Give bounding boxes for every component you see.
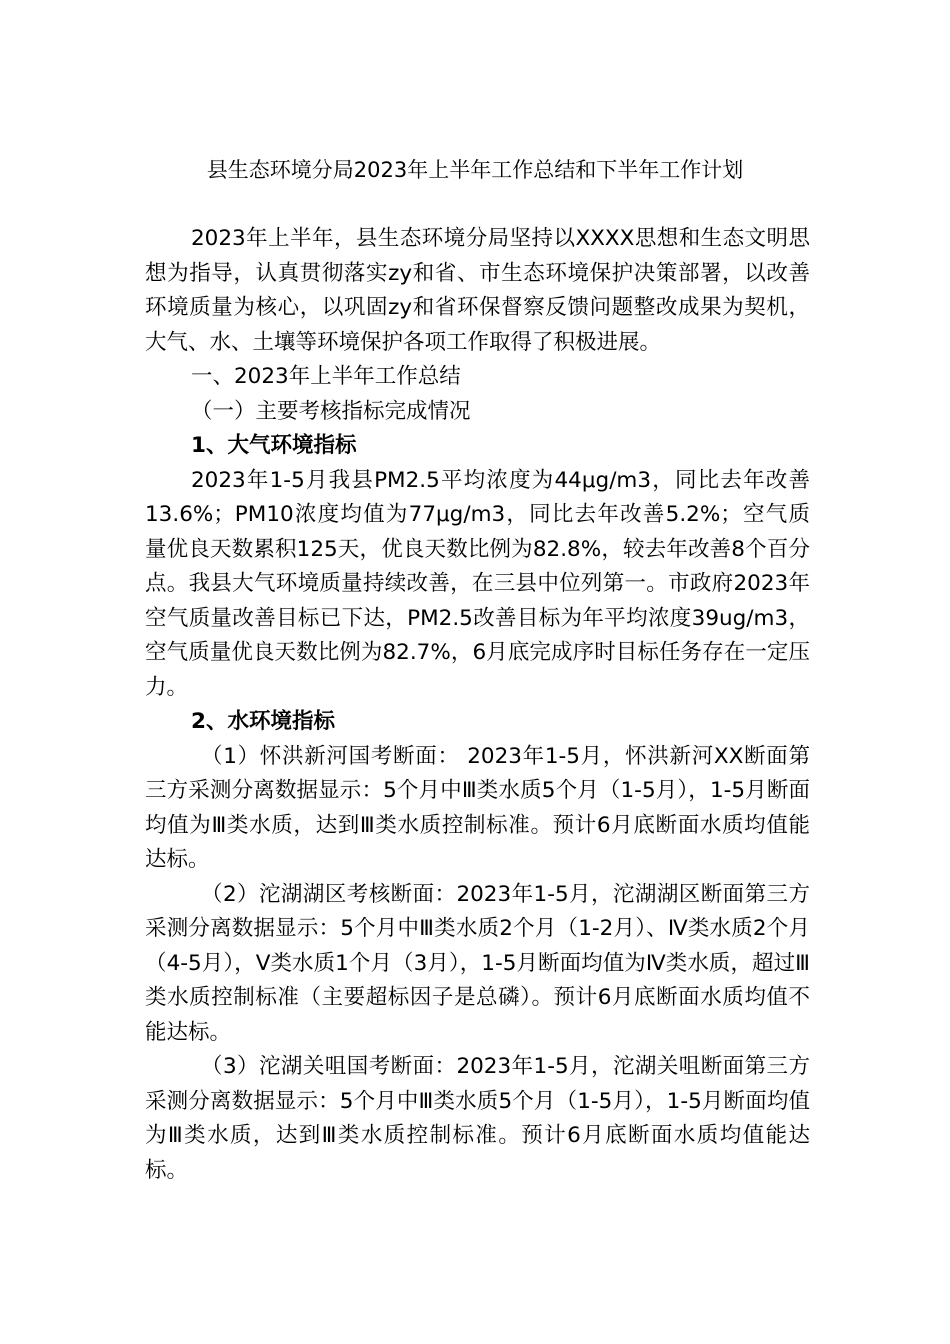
intro-paragraph: 2023年上半年，县生态环境分局坚持以XXXX思想和生态文明思想为指导，认真贯彻落实zy和省、市生态环境保护决策部署，以改善环境质量为核心，以巩固zy和省环保督察反馈问题整改成果为契机，大气、水、土壤等环境保护各项工作取得了积极进展。 (145, 226, 810, 355)
subsection-heading-1: （一）主要考核指标完成情况 (191, 398, 471, 424)
section-heading-1: 一、2023年上半年工作总结 (191, 364, 461, 389)
water-paragraph-2: （2）沱湖湖区考核断面：2023年1-5月，沱湖湖区断面第三方采测分离数据显示：5个月中Ⅲ类水质2个月（1-2月）、Ⅳ类水质2个月（4-5月），Ⅴ类水质1个月（3月），1-5月断面均值为Ⅳ类水质，超过Ⅲ类水质控制标准（主要超标因子是总磷）。预计6月底断面水质均值不能达标。 (145, 881, 810, 1045)
water-paragraph-1: （1）怀洪新河国考断面： 2023年1-5月，怀洪新河XX断面第三方采测分离数据显示：5个月中Ⅲ类水质5个月（1-5月），1-5月断面均值为Ⅲ类水质，达到Ⅲ类水质控制标准。预计6月底断面水质均值能达标。 (145, 743, 810, 872)
document-body (145, 222, 810, 1188)
water-paragraph-3: （3）沱湖关咀国考断面：2023年1-5月，沱湖关咀断面第三方采测分离数据显示：5个月中Ⅲ类水质5个月（1-5月），1-5月断面均值为Ⅲ类水质，达到Ⅲ类水质控制标准。预计6月底断面水质均值能达标。 (145, 1054, 810, 1183)
document-title: 县生态环境分局2023年上半年工作总结和下半年工作计划 (206, 158, 744, 182)
heading-water-indicators: 2、水环境指标 (191, 709, 335, 734)
heading-air-indicators: 1、大气环境指标 (191, 433, 357, 458)
air-indicators-paragraph: 2023年1-5月我县PM2.5平均浓度为44μg/m3，同比去年改善13.6%；PM10浓度均值为77μg/m3，同比去年改善5.2%；空气质量优良天数累积125天，优良天数比例为82.8%，较去年改善8个百分点。我县大气环境质量持续改善，在三县中位列第一。市政府2023年空气质量改善目标已下达，PM2.5改善目标为年平均浓度39ug/m3，空气质量优良天数比例为82.7%，6月底完成序时目标任务存在一定压力。 (145, 467, 810, 700)
